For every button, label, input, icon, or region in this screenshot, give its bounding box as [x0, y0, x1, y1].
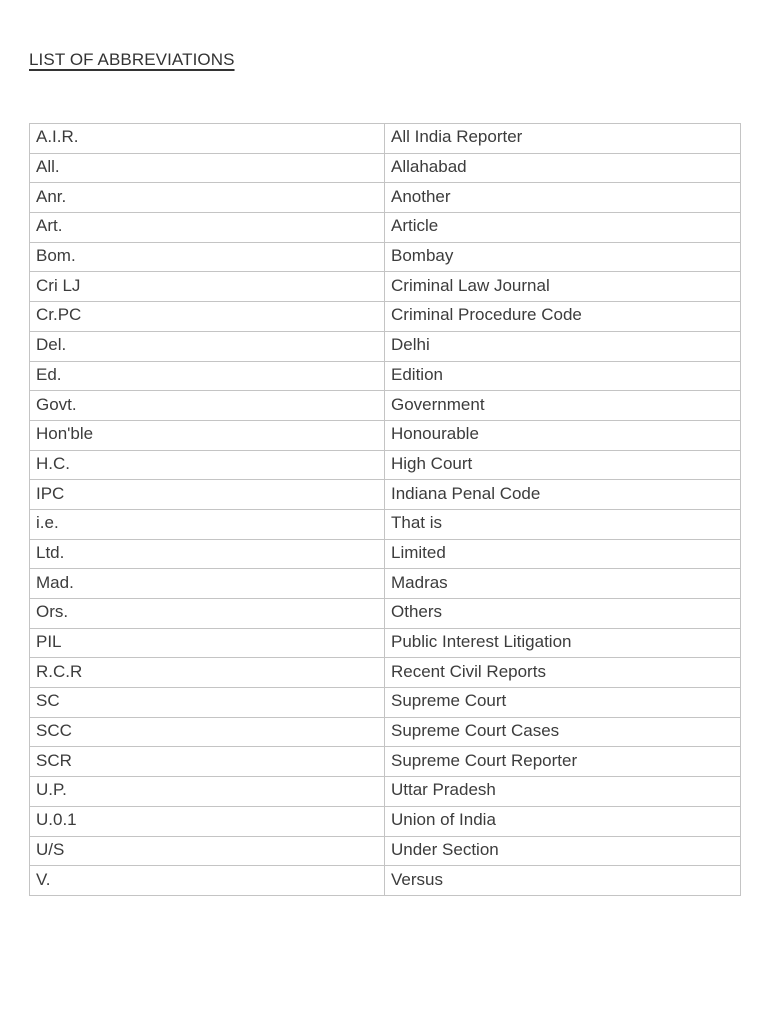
abbreviation-cell: R.C.R [30, 658, 385, 688]
meaning-cell: Honourable [385, 420, 741, 450]
meaning-cell: Supreme Court [385, 688, 741, 718]
meaning-cell: Uttar Pradesh [385, 777, 741, 807]
table-row [30, 302, 741, 332]
abbreviation-cell: Ors. [30, 599, 385, 629]
table-row [30, 391, 741, 421]
abbreviation-cell: Mad. [30, 569, 385, 599]
table-row [30, 628, 741, 658]
page-title: LIST OF ABBREVIATIONS [29, 50, 235, 69]
abbreviation-cell: A.I.R. [30, 124, 385, 154]
abbreviation-cell: SCR [30, 747, 385, 777]
table-row [30, 866, 741, 896]
table-row [30, 183, 741, 213]
table-row [30, 272, 741, 302]
meaning-cell: Supreme Court Cases [385, 717, 741, 747]
meaning-cell: Edition [385, 361, 741, 391]
abbreviation-cell: Hon'ble [30, 420, 385, 450]
table-row [30, 331, 741, 361]
meaning-cell: Criminal Law Journal [385, 272, 741, 302]
abbreviation-cell: V. [30, 866, 385, 896]
abbreviation-cell: Cri LJ [30, 272, 385, 302]
meaning-cell: Recent Civil Reports [385, 658, 741, 688]
table-row [30, 599, 741, 629]
table-row [30, 717, 741, 747]
abbreviation-cell: i.e. [30, 509, 385, 539]
meaning-cell: Versus [385, 866, 741, 896]
table-row [30, 569, 741, 599]
abbreviation-cell: Cr.PC [30, 302, 385, 332]
meaning-cell: All India Reporter [385, 124, 741, 154]
meaning-cell: Limited [385, 539, 741, 569]
table-row [30, 509, 741, 539]
table-row [30, 658, 741, 688]
abbreviations-table [29, 123, 741, 896]
table-row [30, 450, 741, 480]
abbreviation-cell: SCC [30, 717, 385, 747]
table-row [30, 242, 741, 272]
meaning-cell: Madras [385, 569, 741, 599]
table-row [30, 153, 741, 183]
table-row [30, 747, 741, 777]
table-row [30, 124, 741, 154]
meaning-cell: Under Section [385, 836, 741, 866]
abbreviation-cell: U/S [30, 836, 385, 866]
abbreviation-cell: Ed. [30, 361, 385, 391]
abbreviation-cell: Bom. [30, 242, 385, 272]
meaning-cell: Others [385, 599, 741, 629]
meaning-cell: Government [385, 391, 741, 421]
meaning-cell: Allahabad [385, 153, 741, 183]
table-row [30, 420, 741, 450]
abbreviation-cell: PIL [30, 628, 385, 658]
meaning-cell: That is [385, 509, 741, 539]
table-row [30, 361, 741, 391]
table-row [30, 539, 741, 569]
meaning-cell: Article [385, 213, 741, 243]
table-row [30, 777, 741, 807]
table-row [30, 836, 741, 866]
table-row [30, 213, 741, 243]
abbreviation-cell: All. [30, 153, 385, 183]
abbreviation-cell: U.P. [30, 777, 385, 807]
abbreviation-cell: Govt. [30, 391, 385, 421]
abbreviations-table-body [30, 124, 741, 896]
meaning-cell: High Court [385, 450, 741, 480]
abbreviation-cell: Ltd. [30, 539, 385, 569]
abbreviation-cell: H.C. [30, 450, 385, 480]
table-row [30, 480, 741, 510]
meaning-cell: Criminal Procedure Code [385, 302, 741, 332]
abbreviation-cell: Art. [30, 213, 385, 243]
abbreviation-cell: SC [30, 688, 385, 718]
meaning-cell: Indiana Penal Code [385, 480, 741, 510]
meaning-cell: Supreme Court Reporter [385, 747, 741, 777]
meaning-cell: Public Interest Litigation [385, 628, 741, 658]
table-row [30, 806, 741, 836]
abbreviation-cell: U.0.1 [30, 806, 385, 836]
meaning-cell: Delhi [385, 331, 741, 361]
table-row [30, 688, 741, 718]
abbreviation-cell: IPC [30, 480, 385, 510]
meaning-cell: Union of India [385, 806, 741, 836]
meaning-cell: Another [385, 183, 741, 213]
abbreviation-cell: Anr. [30, 183, 385, 213]
abbreviation-cell: Del. [30, 331, 385, 361]
meaning-cell: Bombay [385, 242, 741, 272]
